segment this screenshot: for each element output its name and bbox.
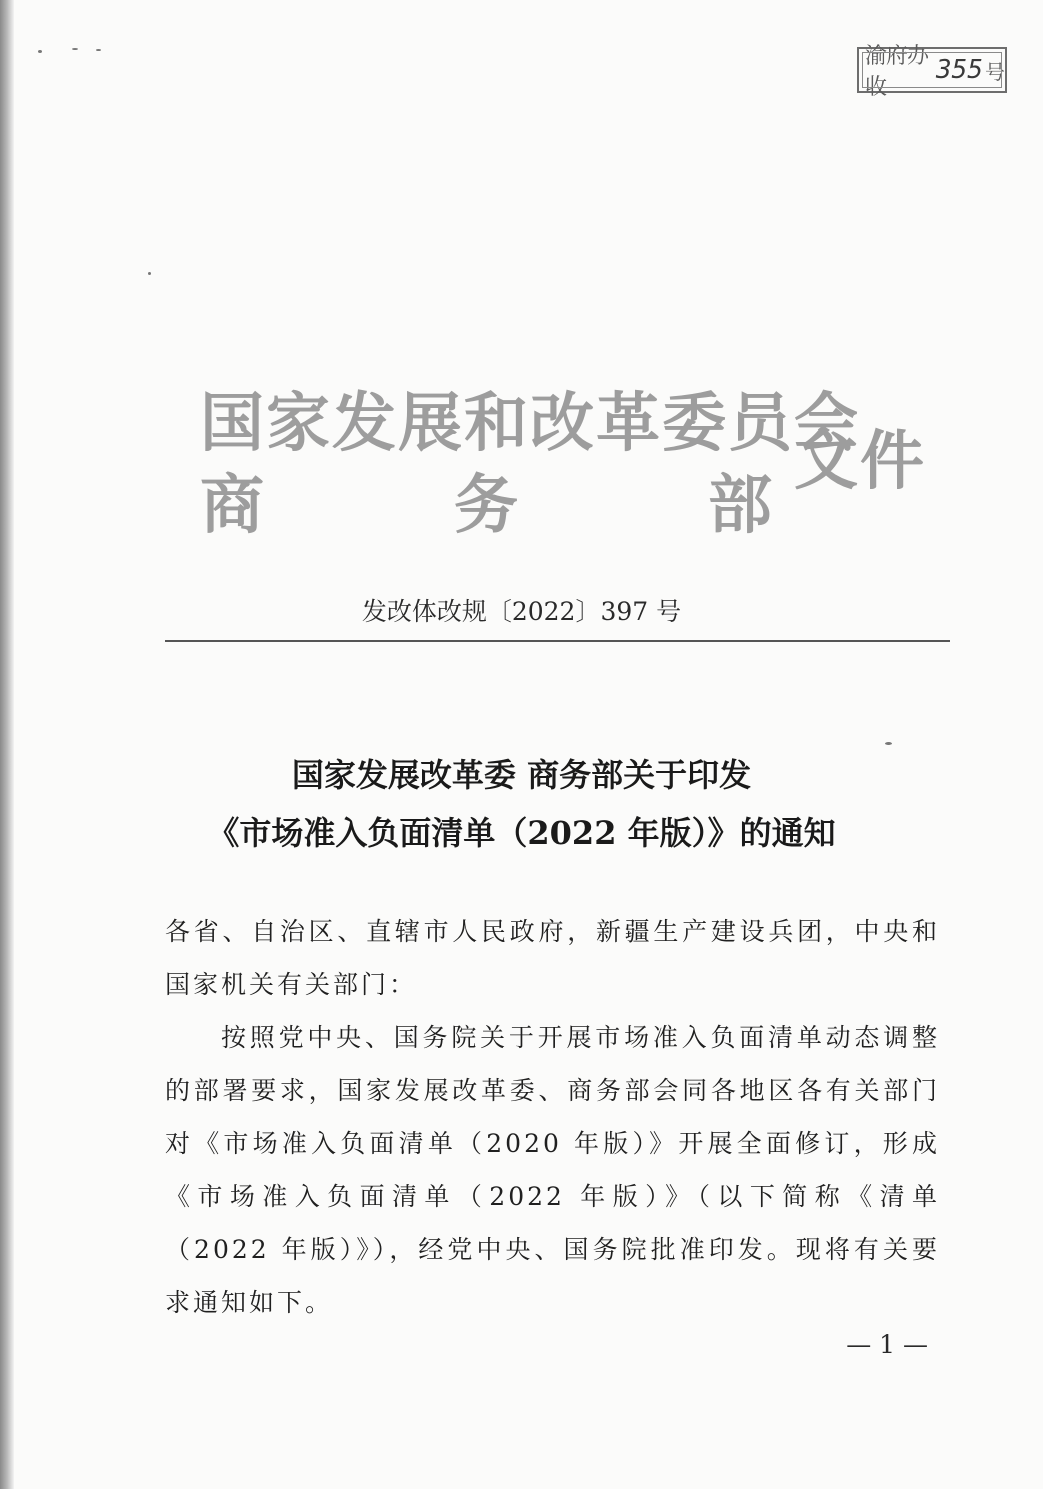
page-number: — 1 — [846,1330,928,1359]
issuer-ndrc: 国家发展和改革委员会 [200,386,860,461]
scan-speck [148,272,151,275]
scan-speck [885,742,892,745]
document-number: 发改体改规〔2022〕397 号 [361,597,682,626]
issuer-mofcom [200,454,774,546]
issuer-mofcom-char: 部 [708,468,774,543]
notice-body [165,905,940,1329]
salutation: 各省、自治区、直辖市人民政府，新疆生产建设兵团，中央和国家机关有关部门： [165,917,940,999]
header-divider [165,640,950,642]
document-header [200,372,940,543]
scan-speck [96,49,101,51]
issuer-mofcom-char: 商 [200,468,266,543]
notice-title-line-2: 《市场准入负面清单（2022 年版）》的通知 [207,814,836,852]
scan-speck [72,48,78,50]
receipt-stamp [857,44,1007,100]
scan-edge-shadow [0,0,14,1489]
issuer-mofcom-char: 务 [454,468,520,543]
notice-title-line-1: 国家发展改革委 商务部关于印发 [291,756,752,794]
stamp-number: 355 [936,55,983,85]
document-type-label: 文件 [794,424,926,499]
stamp-suffix: 号 [985,59,1005,84]
scan-speck [38,50,42,53]
body-paragraph: 按照党中央、国务院关于开展市场准入负面清单动态调整的部署要求，国家发展改革委、商务部会同各地区各有关部门对《市场准入负面清单（2020 年版）》开展全面修订，形成《市场准入负面清单（2022 年版）》（以下简称《清单（2022 年版）》），经党中央、国务院批准印发。现将有关要求通知如下。 [165,1023,940,1317]
stamp-prefix: 渝府办收 [865,44,929,100]
stamp-inner-border [862,52,1002,88]
